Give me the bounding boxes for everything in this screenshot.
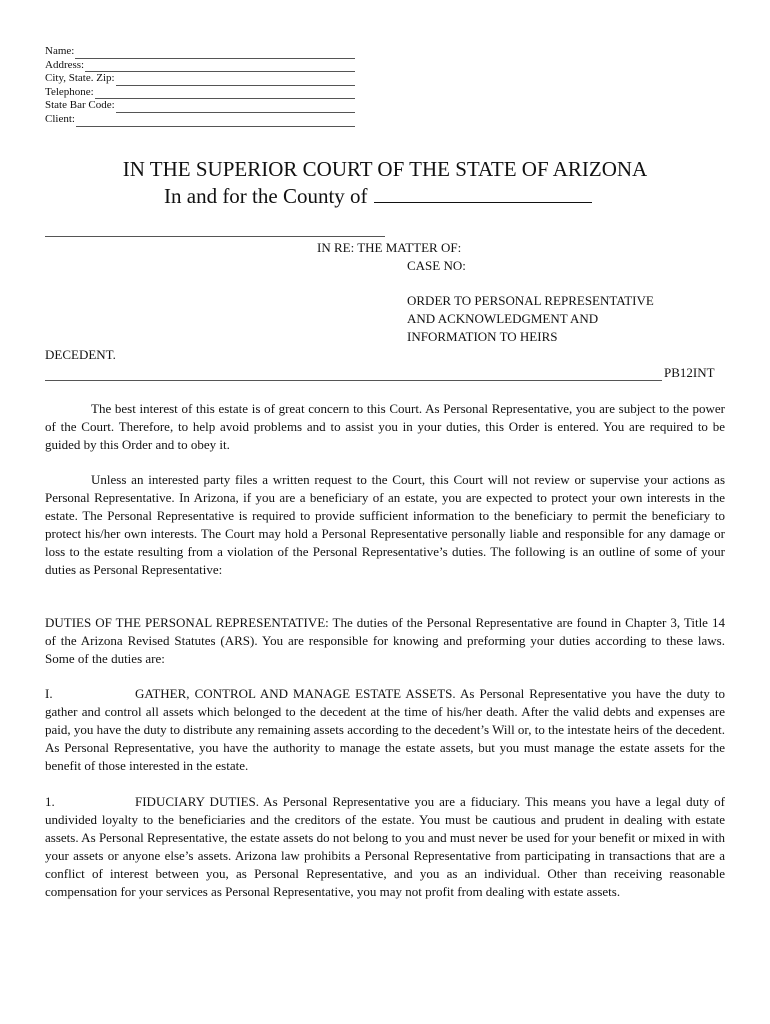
section-fiduciary-duties [45, 793, 725, 901]
address-row [45, 59, 355, 73]
telephone-label: Telephone: [45, 85, 94, 98]
in-re-label: IN RE: THE MATTER OF: [317, 240, 462, 255]
caption-rule-bottom [45, 380, 662, 381]
name-row [45, 45, 355, 59]
paragraph-1 [45, 400, 725, 454]
city-field[interactable] [116, 75, 355, 86]
attorney-info-block [45, 45, 355, 127]
order-title-line3: INFORMATION TO HEIRS [407, 329, 558, 344]
address-label: Address: [45, 58, 85, 71]
address-field[interactable] [85, 61, 355, 72]
section-number-1: I. [45, 686, 53, 701]
bar-code-field[interactable] [116, 102, 355, 113]
section-number-2: 1. [45, 794, 55, 809]
section-fiduciary-duties-text: FIDUCIARY DUTIES. As Personal Representative you are a fiduciary. This means you have a legal duty of undivided loyalty to the beneficiaries and the creditors of the estate. You must be cautious and prudent in dealing with estate assets. As Personal Representative, the estate assets do not belong to you and must never be used for your benefit or mixed in with your assets or anyone else’s assets. Arizona law prohibits a Personal Representative from participating in transactions that are a conflict of interest between you, as Personal Representative, and you as an individual. Other than receiving reasonable compensation for your services as Personal Representative, you may not profit from dealing with estate assets. [45, 794, 725, 899]
case-no-label: CASE NO: [407, 258, 466, 273]
caption-rule-top [45, 236, 385, 237]
paragraph-3-text: DUTIES OF THE PERSONAL REPRESENTATIVE: The duties of the Personal Representative are found in Chapter 3, Title 14 of the Arizona Revised Statutes (ARS). You are responsible for knowing and preforming your duties according to these laws. Some of the duties are: [45, 615, 725, 666]
county-line [164, 182, 592, 210]
city-row [45, 72, 355, 86]
order-title-line1: ORDER TO PERSONAL REPRESENTATIVE [407, 293, 654, 308]
county-field[interactable] [374, 182, 592, 203]
telephone-field[interactable] [95, 88, 355, 99]
client-label: Client: [45, 112, 75, 125]
paragraph-3 [45, 614, 725, 668]
city-label: City, State. Zip: [45, 72, 115, 85]
county-label: In and for the County of [164, 184, 368, 208]
name-label: Name: [45, 45, 75, 57]
paragraph-2 [45, 471, 725, 579]
section-gather-assets-text: GATHER, CONTROL AND MANAGE ESTATE ASSETS. As Personal Representative you have the duty to gather and control all assets which belonged to the decedent at the time of his/her death. After the valid debts and expenses are paid, you have the duty to distribute any remaining assets according to the decedent’s Will or, to the intestate heirs of the decedent. As Personal Representative, you have the authority to manage the estate assets, but you must manage the estate assets for the benefit of those interested in the estate. [45, 686, 725, 773]
section-gather-assets [45, 685, 725, 775]
client-row [45, 113, 355, 127]
form-code: PB12INT [664, 365, 715, 380]
client-field[interactable] [76, 116, 355, 127]
bar-code-row [45, 99, 355, 113]
telephone-row [45, 86, 355, 100]
section-gather-assets-paragraph [45, 685, 725, 775]
section-fiduciary-duties-paragraph [45, 793, 725, 901]
order-title-line2: AND ACKNOWLEDGMENT AND [407, 311, 599, 326]
paragraph-1-text: The best interest of this estate is of great concern to this Court. As Personal Representative, you are subject to the power of the Court. Therefore, to help avoid problems and to assist you in your duties, this Order is entered. You are required to be guided by this Order and to obey it. [45, 401, 725, 452]
paragraph-2-text: Unless an interested party files a written request to the Court, this Court will not review or supervise your actions as Personal Representative. In Arizona, if you are a beneficiary of an estate, you are expected to protect your own interests in the estate. The Personal Representative is required to provide sufficient information to the beneficiary to permit the beneficiary to protect his/her own interests. The Court may hold a Personal Representative personally liable and responsible for any damage or loss to the estate resulting from a violation of the Personal Representative’s duties. The following is an outline of some of your duties as Personal Representative: [45, 472, 725, 577]
name-field[interactable] [75, 48, 355, 59]
decedent-label: DECEDENT. [45, 347, 116, 362]
court-title: IN THE SUPERIOR COURT OF THE STATE OF ARIZONA [122, 157, 648, 181]
bar-code-label: State Bar Code: [45, 99, 115, 112]
